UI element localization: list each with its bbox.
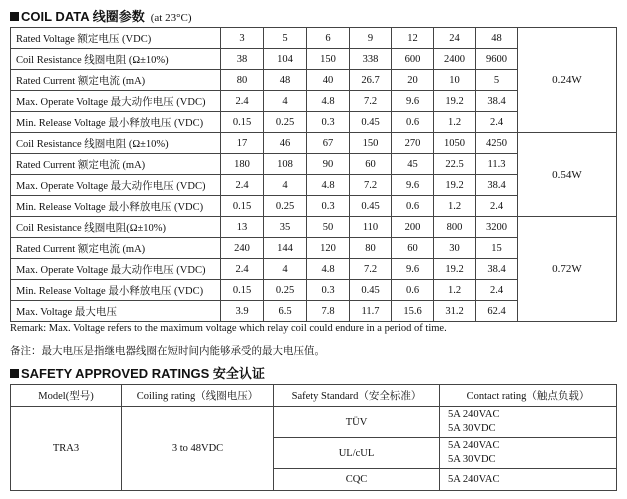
cell-value: 5: [476, 70, 518, 91]
coil-data-title: [10, 6, 192, 25]
cell-value: 270: [392, 133, 434, 154]
cell-value: 9.6: [392, 259, 434, 280]
cell-value: 7.8: [307, 301, 350, 322]
contact-rating-line: 5A 30VDC: [448, 423, 496, 434]
cell-value: 0.45: [350, 280, 392, 301]
standard-name: CQC: [274, 469, 440, 491]
cell-value: 3200: [476, 217, 518, 238]
contact-rating: [440, 407, 617, 438]
cell-value: 1.2: [434, 112, 476, 133]
cell-value: 0.15: [221, 280, 264, 301]
row-label: Rated Current 额定电流 (mA): [11, 238, 221, 259]
cell-value: 0.3: [307, 196, 350, 217]
cell-value: 38.4: [476, 175, 518, 196]
cell-value: 19.2: [434, 91, 476, 112]
cell-value: 2.4: [221, 91, 264, 112]
cell-value: 50: [307, 217, 350, 238]
cell-value: 2400: [434, 49, 476, 70]
cell-value: 38.4: [476, 91, 518, 112]
contact-rating-line: 5A 240VAC: [448, 440, 500, 451]
row-label: Coil Resistance 线圈电阻 (Ω±10%): [11, 49, 221, 70]
cell-value: 9600: [476, 49, 518, 70]
cell-value: 90: [307, 154, 350, 175]
cell-value: 35: [264, 217, 307, 238]
bullet-square-icon: [10, 369, 19, 378]
cell-value: 62.4: [476, 301, 518, 322]
safety-ratings-table: [10, 384, 617, 491]
coil-data-row: [11, 217, 617, 238]
cell-value: 26.7: [350, 70, 392, 91]
cell-value: 38: [221, 49, 264, 70]
cell-value: 11.3: [476, 154, 518, 175]
contact-rating-line: 5A 30VDC: [448, 454, 496, 465]
cell-value: 2.4: [476, 112, 518, 133]
cell-value: 104: [264, 49, 307, 70]
cell-value: 0.15: [221, 196, 264, 217]
cell-value: 12: [392, 28, 434, 49]
row-label: Min. Release Voltage 最小释放电压 (VDC): [11, 112, 221, 133]
cell-value: 46: [264, 133, 307, 154]
coil-data-row: [11, 133, 617, 154]
cell-value: 6.5: [264, 301, 307, 322]
standard-name: UL/cUL: [274, 438, 440, 469]
cell-value: 24: [434, 28, 476, 49]
header-model: Model(型号): [11, 385, 122, 407]
header-coiling-rating: Coiling rating（线圈电压）: [122, 385, 274, 407]
safety-ratings-title-text: SAFETY APPROVED RATINGS 安全认证: [21, 366, 265, 381]
cell-value: 120: [307, 238, 350, 259]
safety-ratings-title: [10, 363, 265, 382]
coil-data-row: [11, 28, 617, 49]
cell-value: 4.8: [307, 259, 350, 280]
cell-value: 180: [221, 154, 264, 175]
cell-value: 40: [307, 70, 350, 91]
row-label: Min. Release Voltage 最小释放电压 (VDC): [11, 196, 221, 217]
cell-value: 0.25: [264, 280, 307, 301]
coil-data-title-text: COIL DATA 线圈参数: [21, 9, 145, 24]
remark-english: Remark: Max. Voltage refers to the maximum voltage which relay coil could endure in a period of time.: [10, 323, 447, 334]
cell-value: 0.6: [392, 280, 434, 301]
cell-value: 800: [434, 217, 476, 238]
safety-row: [11, 407, 617, 438]
cell-value: 15.6: [392, 301, 434, 322]
cell-value: 9.6: [392, 175, 434, 196]
cell-value: 0.6: [392, 112, 434, 133]
cell-value: 108: [264, 154, 307, 175]
contact-rating: [440, 469, 617, 491]
cell-value: 4: [264, 175, 307, 196]
cell-value: 3.9: [221, 301, 264, 322]
cell-value: 0.6: [392, 196, 434, 217]
cell-value: 1.2: [434, 196, 476, 217]
coil-power-value: 0.24W: [518, 28, 617, 133]
cell-value: 150: [307, 49, 350, 70]
header-contact-rating: Contact rating（触点负载）: [440, 385, 617, 407]
row-label: Rated Voltage 额定电压 (VDC): [11, 28, 221, 49]
bullet-square-icon: [10, 12, 19, 21]
cell-value: 48: [264, 70, 307, 91]
cell-value: 5: [264, 28, 307, 49]
model-value: TRA3: [11, 407, 122, 491]
cell-value: 338: [350, 49, 392, 70]
row-label: Max. Operate Voltage 最大动作电压 (VDC): [11, 259, 221, 280]
contact-rating: [440, 438, 617, 469]
row-label: Max. Voltage 最大电压: [11, 301, 221, 322]
cell-value: 3: [221, 28, 264, 49]
cell-value: 4: [264, 91, 307, 112]
cell-value: 15: [476, 238, 518, 259]
row-label: Rated Current 额定电流 (mA): [11, 154, 221, 175]
cell-value: 60: [350, 154, 392, 175]
cell-value: 0.25: [264, 112, 307, 133]
cell-value: 31.2: [434, 301, 476, 322]
header-safety-standard: Safety Standard（安全标准）: [274, 385, 440, 407]
cell-value: 1.2: [434, 280, 476, 301]
row-label: Max. Operate Voltage 最大动作电压 (VDC): [11, 91, 221, 112]
cell-value: 9.6: [392, 91, 434, 112]
cell-value: 20: [392, 70, 434, 91]
coil-power-value: 0.54W: [518, 133, 617, 217]
cell-value: 0.25: [264, 196, 307, 217]
cell-value: 240: [221, 238, 264, 259]
cell-value: 67: [307, 133, 350, 154]
cell-value: 38.4: [476, 259, 518, 280]
row-label: Coil Resistance 线圈电阻 (Ω±10%): [11, 133, 221, 154]
cell-value: 11.7: [350, 301, 392, 322]
cell-value: 4250: [476, 133, 518, 154]
cell-value: 19.2: [434, 175, 476, 196]
cell-value: 4.8: [307, 175, 350, 196]
cell-value: 4: [264, 259, 307, 280]
cell-value: 0.45: [350, 112, 392, 133]
contact-rating-line: 5A 240VAC: [448, 409, 500, 420]
cell-value: 2.4: [221, 259, 264, 280]
cell-value: 7.2: [350, 259, 392, 280]
row-label: Min. Release Voltage 最小释放电压 (VDC): [11, 280, 221, 301]
cell-value: 2.4: [476, 196, 518, 217]
cell-value: 45: [392, 154, 434, 175]
cell-value: 200: [392, 217, 434, 238]
cell-value: 0.3: [307, 112, 350, 133]
cell-value: 19.2: [434, 259, 476, 280]
cell-value: 80: [350, 238, 392, 259]
cell-value: 4.8: [307, 91, 350, 112]
standard-name: TÜV: [274, 407, 440, 438]
cell-value: 144: [264, 238, 307, 259]
cell-value: 110: [350, 217, 392, 238]
cell-value: 22.5: [434, 154, 476, 175]
cell-value: 7.2: [350, 91, 392, 112]
safety-header-row: [11, 385, 617, 407]
cell-value: 30: [434, 238, 476, 259]
cell-value: 9: [350, 28, 392, 49]
cell-value: 1050: [434, 133, 476, 154]
coil-data-table: [10, 27, 617, 322]
cell-value: 10: [434, 70, 476, 91]
contact-rating-line: 5A 240VAC: [448, 473, 500, 485]
cell-value: 2.4: [221, 175, 264, 196]
remark-chinese: 备注：最大电压是指继电器线圈在短时间内能够承受的最大电压值。: [10, 346, 325, 357]
cell-value: 7.2: [350, 175, 392, 196]
cell-value: 600: [392, 49, 434, 70]
cell-value: 6: [307, 28, 350, 49]
coil-data-temperature-note: (at 23°C): [150, 12, 192, 24]
row-label: Max. Operate Voltage 最大动作电压 (VDC): [11, 175, 221, 196]
cell-value: 0.15: [221, 112, 264, 133]
cell-value: 2.4: [476, 280, 518, 301]
cell-value: 80: [221, 70, 264, 91]
cell-value: 0.45: [350, 196, 392, 217]
coil-power-value: 0.72W: [518, 217, 617, 322]
coiling-rating-value: 3 to 48VDC: [122, 407, 274, 491]
cell-value: 17: [221, 133, 264, 154]
cell-value: 48: [476, 28, 518, 49]
row-label: Rated Current 额定电流 (mA): [11, 70, 221, 91]
row-label: Coil Resistance 线圈电阻(Ω±10%): [11, 217, 221, 238]
cell-value: 60: [392, 238, 434, 259]
cell-value: 0.3: [307, 280, 350, 301]
cell-value: 13: [221, 217, 264, 238]
cell-value: 150: [350, 133, 392, 154]
